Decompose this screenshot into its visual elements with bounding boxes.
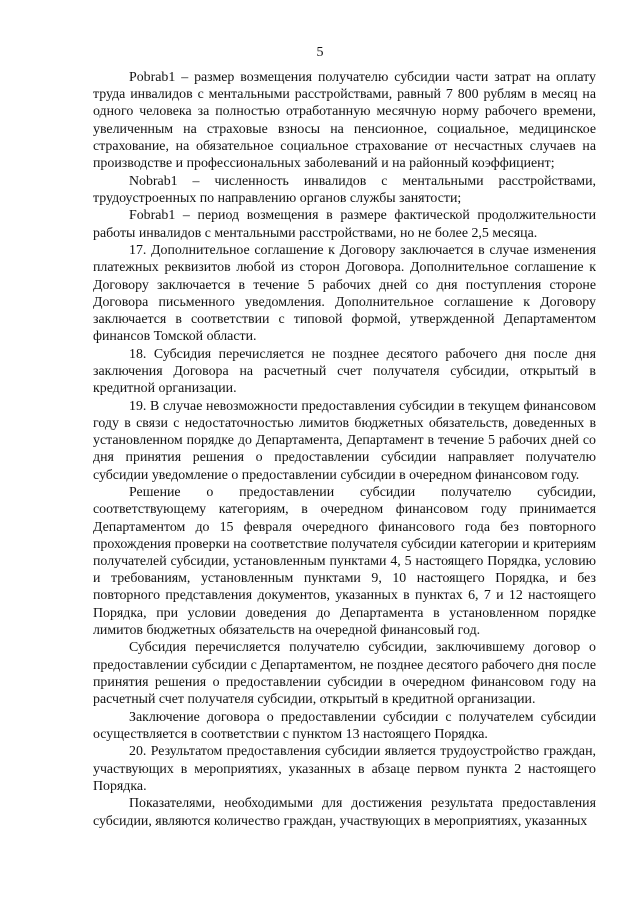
paragraph-clause-20: 20. Результатом предоставления субсидии является трудоустройство граждан, участвующих в мероприятиях, указанных в абзаце первом пункта 2 настоящего Порядка. (93, 744, 596, 794)
paragraph-clause-17: 17. Дополнительное соглашение к Договору заключается в случае изменения платежных реквизитов любой из сторон Договора. Дополнительное соглашение к Договору заключается в течение 5 рабочих дней со дня поступления стороне Договора письменного уведомления. Дополнительное соглашение к Договору заключается в соответствии с типовой формой, утвержденной Департаментом финансов Томской области. (93, 243, 596, 345)
page-number: 5 (316, 45, 324, 60)
document-body (93, 69, 596, 830)
paragraph-pobrab1-definition: Pobrab1 – размер возмещения получателю субсидии части затрат на оплату труда инвалидов с ментальными расстройствами, равный 7 800 рублям в месяц на одного человека за полностью отработанную месячную норму рабочего времени, увеличенным на страховые взносы на пенсионное, социальное, медицинское страхование, на обязательное социальное страхование от несчастных случаев на производстве и профессиональных заболеваний и на районный коэффициент; (93, 70, 596, 172)
paragraph-clause-20-indicators: Показателями, необходимыми для достижения результата предоставления субсидии, являются количество граждан, участвующих в мероприятиях, указанных (93, 796, 596, 829)
paragraph-clause-19-transfer: Субсидия перечисляется получателю субсидии, заключившему договор о предоставлении субсидии с Департаментом, не позднее десятого рабочего дня после принятия решения о предоставлении субсидии в очередном финансовом году на расчетный счет получателя субсидии, открытый в кредитной организации. (93, 640, 596, 708)
paragraph-clause-19-decision: Решение о предоставлении субсидии получателю субсидии, соответствующему категориям, в очередном финансовом году принимается Департаментом до 15 февраля очередного финансового года без повторного прохождения проверки на соответствие получателя субсидии категории и критериям получателей субсидии, установленным пунктами 4, 5 настоящего Порядка, условию и требованиям, установленным пунктами 9, 10 настоящего Порядка, и без повторного представления документов, указанных в пунктах 6, 7 и 12 настоящего Порядка, при условии доведения до Департамента в установленном порядке лимитов бюджетных обязательств на очередной финансовый год. (93, 485, 596, 638)
paragraph-fobrab1-definition: Fobrab1 – период возмещения в размере фактической продолжительности работы инвалидов с ментальными расстройствами, но не более 2,5 месяца. (93, 208, 596, 241)
paragraph-nobrab1-definition: Nobrab1 – численность инвалидов с ментальными расстройствами, трудоустроенных по направлению органов службы занятости; (93, 173, 596, 206)
paragraph-clause-19-agreement: Заключение договора о предоставлении субсидии с получателем субсидии осуществляется в соответствии с пунктом 13 настоящего Порядка. (93, 709, 596, 742)
paragraph-clause-18: 18. Субсидия перечисляется не позднее десятого рабочего дня после дня заключения Договора на расчетный счет получателя субсидии, открытый в кредитной организации. (93, 346, 596, 397)
paragraph-clause-19: 19. В случае невозможности предоставления субсидии в текущем финансовом году в связи с недостаточностью лимитов бюджетных обязательств, доведенных в установленном порядке до Департамента, Департамент в течение 5 рабочих дней со дня принятия решения о предоставлении субсидии направляет получателю субсидии уведомление о предоставлении субсидии в очередном финансовом году. (93, 398, 596, 483)
